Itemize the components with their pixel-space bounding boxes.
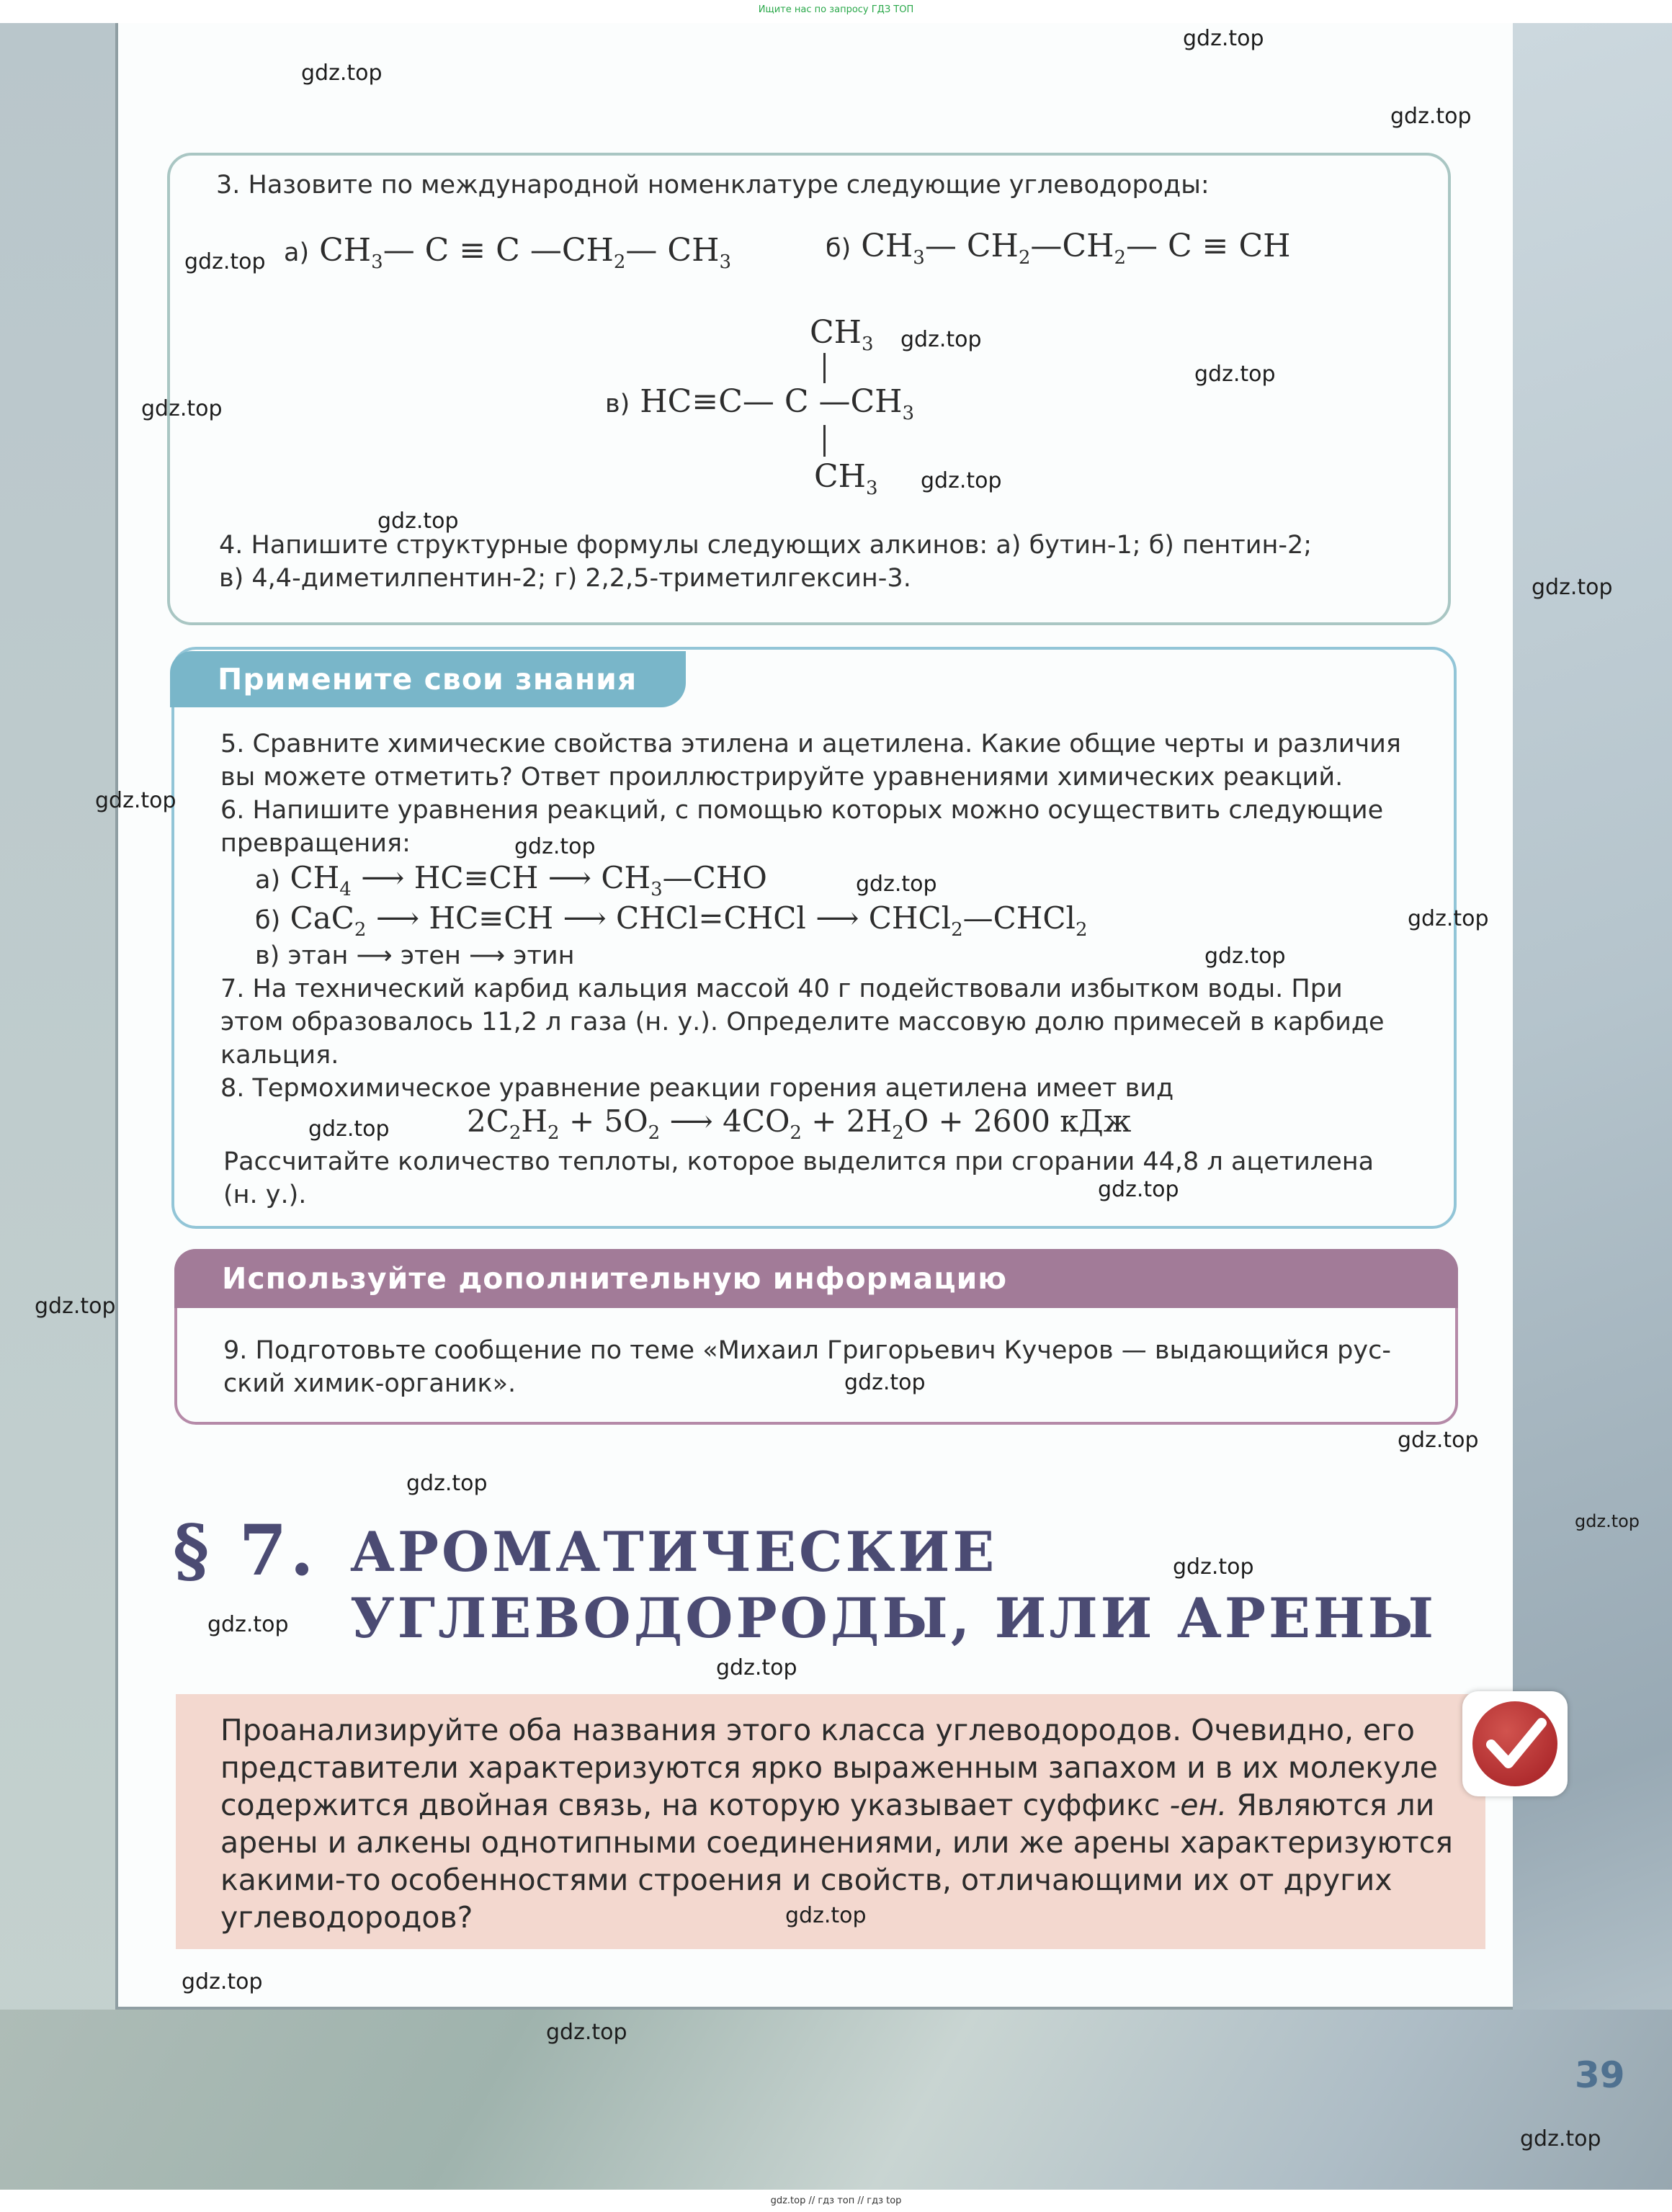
apply-section-title: Примените свои знания bbox=[170, 651, 686, 707]
watermark: gdz.top bbox=[900, 327, 982, 352]
intro-line3-end: Являются ли bbox=[1227, 1788, 1435, 1822]
watermark: gdz.top bbox=[844, 1370, 926, 1395]
watermark: gdz.top bbox=[1520, 2126, 1601, 2151]
q3-text: 3. Назовите по международной номенклатуре следующие углеводороды: bbox=[216, 171, 1210, 200]
chain-b: б) CaC$_2$ ⟶ HC≡CH ⟶ CHCl=CHCl ⟶ CHCl$_2$—CHCl$_2$ bbox=[255, 900, 1088, 941]
watermark: gdz.top bbox=[921, 468, 1002, 493]
chain-c-step-3: этин bbox=[513, 941, 575, 970]
paragraph-title-line1: АРОМАТИЧЕСКИЕ bbox=[350, 1520, 998, 1584]
chain-b-label: б) bbox=[255, 906, 281, 935]
intro-line3 bbox=[220, 1786, 1434, 1824]
q8-line3: (н. у.). bbox=[223, 1181, 307, 1209]
checkmark-icon-circle bbox=[1472, 1701, 1557, 1786]
q9-line2: ский химик-органик». bbox=[223, 1369, 517, 1398]
watermark: gdz.top bbox=[35, 1294, 116, 1319]
intro-line4: арены и алкены однотипными соединениями, или же арены характеризуются bbox=[220, 1825, 1453, 1860]
watermark: gdz.top bbox=[377, 509, 459, 534]
q5-line1: 5. Сравните химические свойства этилена и ацетилена. Какие общие черты и различия bbox=[220, 730, 1401, 758]
watermark: gdz.top bbox=[1575, 1511, 1640, 1531]
watermark: gdz.top bbox=[184, 249, 266, 274]
q8-equation: $2C_2H_2 + 5O_2$ ⟶ $4CO_2 + 2H_2O + 2600$ кДж bbox=[467, 1103, 1132, 1144]
checkmark-icon-glyph bbox=[1472, 1701, 1557, 1786]
page-number: 39 bbox=[1575, 2054, 1625, 2096]
q5-line2: вы можете отметить? Ответ проиллюстрируйте уравнениями химических реакций. bbox=[220, 763, 1344, 792]
paragraph-number: § 7. bbox=[173, 1510, 317, 1591]
watermark: gdz.top bbox=[207, 1612, 289, 1637]
q7-line2: этом образовалось 11,2 л газа (н. у.). Определите массовую долю примесей в карбиде bbox=[220, 1008, 1385, 1036]
intro-line1: Проанализируйте оба названия этого класса углеводородов. Очевидно, его bbox=[220, 1713, 1415, 1747]
q4-line1: 4. Напишите структурные формулы следующих алкинов: а) бутин-1; б) пентин-2; bbox=[219, 531, 1313, 560]
chain-c: в) этан ⟶ этен ⟶ этин bbox=[255, 941, 575, 970]
chain-a: а) $CH_4$ ⟶ HC≡CH ⟶ $CH_3—CHO$ bbox=[255, 860, 767, 900]
watermark: gdz.top bbox=[406, 1471, 488, 1496]
footer-note: gdz.top // гдз топ // гдз top bbox=[770, 2195, 902, 2206]
watermark: gdz.top bbox=[1173, 1554, 1254, 1580]
watermark: gdz.top bbox=[856, 872, 937, 897]
watermark: gdz.top bbox=[1098, 1177, 1179, 1202]
formula-3c-top-ch3: $CH_3$ bbox=[810, 314, 874, 355]
formula-3a: а) $CH_3—$ C ≡ C $—CH_2—$ $CH_3$ bbox=[284, 232, 731, 273]
q3-c-label: в) bbox=[605, 390, 630, 418]
watermark: gdz.top bbox=[716, 1655, 797, 1680]
watermark: gdz.top bbox=[95, 788, 176, 813]
header-note: Ищите нас по запросу ГДЗ ТОП bbox=[758, 4, 914, 15]
q3-b-label: б) bbox=[826, 234, 851, 263]
watermark: gdz.top bbox=[1408, 906, 1489, 931]
formula-3c-bottom-ch3: $CH_3$ bbox=[814, 458, 878, 499]
chain-c-label: в) bbox=[255, 941, 280, 970]
q9-line1: 9. Подготовьте сообщение по теме «Михаил Григорьевич Кучеров — выдающийся рус- bbox=[223, 1336, 1391, 1365]
intro-suffix: -ен. bbox=[1169, 1788, 1228, 1822]
watermark: gdz.top bbox=[301, 61, 383, 86]
paragraph-title-line2: УГЛЕВОДОРОДЫ, ИЛИ АРЕНЫ bbox=[350, 1586, 1437, 1650]
q8-energy: + 2600 кДж bbox=[938, 1103, 1132, 1139]
formula-3c-bond-up bbox=[823, 353, 826, 383]
watermark: gdz.top bbox=[546, 2020, 627, 2045]
q8-line1: 8. Термохимическое уравнение реакции горения ацетилена имеет вид bbox=[220, 1074, 1174, 1103]
watermark: gdz.top bbox=[1194, 362, 1276, 387]
q7-line3: кальция. bbox=[220, 1041, 339, 1070]
intro-line3-start: содержится двойная связь, на которую указывает суффикс bbox=[220, 1788, 1170, 1822]
checkmark-icon bbox=[1462, 1691, 1568, 1796]
chain-c-step-1: этан bbox=[287, 941, 349, 970]
extra-section-title: Используйте дополнительную информацию bbox=[174, 1249, 1458, 1308]
formula-3b: б) $CH_3—$ $CH_2—CH_2—$ C ≡ CH bbox=[826, 228, 1291, 269]
watermark: gdz.top bbox=[308, 1116, 390, 1142]
q6-line1: 6. Напишите уравнения реакций, с помощью которых можно осуществить следующие bbox=[220, 796, 1384, 825]
q4-line2: в) 4,4-диметилпентин-2; г) 2,2,5-триметилгексин-3. bbox=[219, 564, 911, 593]
watermark: gdz.top bbox=[1183, 26, 1264, 51]
formula-3c-main: в) HC≡C— C $—CH_3$ bbox=[605, 383, 915, 424]
watermark: gdz.top bbox=[785, 1903, 867, 1928]
q3-a-label: а) bbox=[284, 238, 310, 267]
watermark: gdz.top bbox=[141, 396, 223, 421]
chain-c-step-2: этен bbox=[400, 941, 461, 970]
left-background bbox=[0, 23, 115, 2190]
right-background bbox=[1513, 23, 1672, 2190]
intro-line5: какими-то особенностями строения и свойств, отличающими их от других bbox=[220, 1863, 1392, 1897]
intro-line2: представители характеризуются ярко выраженным запахом и в их молекуле bbox=[220, 1750, 1438, 1785]
watermark: gdz.top bbox=[1390, 104, 1472, 129]
intro-line6: углеводородов? bbox=[220, 1900, 473, 1935]
watermark: gdz.top bbox=[182, 1969, 263, 1994]
watermark: gdz.top bbox=[514, 834, 596, 859]
q6-line2: превращения: bbox=[220, 829, 411, 858]
chain-a-label: а) bbox=[255, 866, 281, 895]
q8-line2: Рассчитайте количество теплоты, которое выделится при сгорании 44,8 л ацетилена bbox=[223, 1147, 1374, 1176]
watermark: gdz.top bbox=[1204, 944, 1286, 969]
watermark: gdz.top bbox=[1398, 1428, 1479, 1453]
formula-3c-bond-down bbox=[823, 425, 826, 457]
bottom-background bbox=[0, 2010, 1672, 2190]
q7-line1: 7. На технический карбид кальция массой 40 г подействовали избытком воды. При bbox=[220, 975, 1343, 1003]
watermark: gdz.top bbox=[1532, 575, 1613, 600]
